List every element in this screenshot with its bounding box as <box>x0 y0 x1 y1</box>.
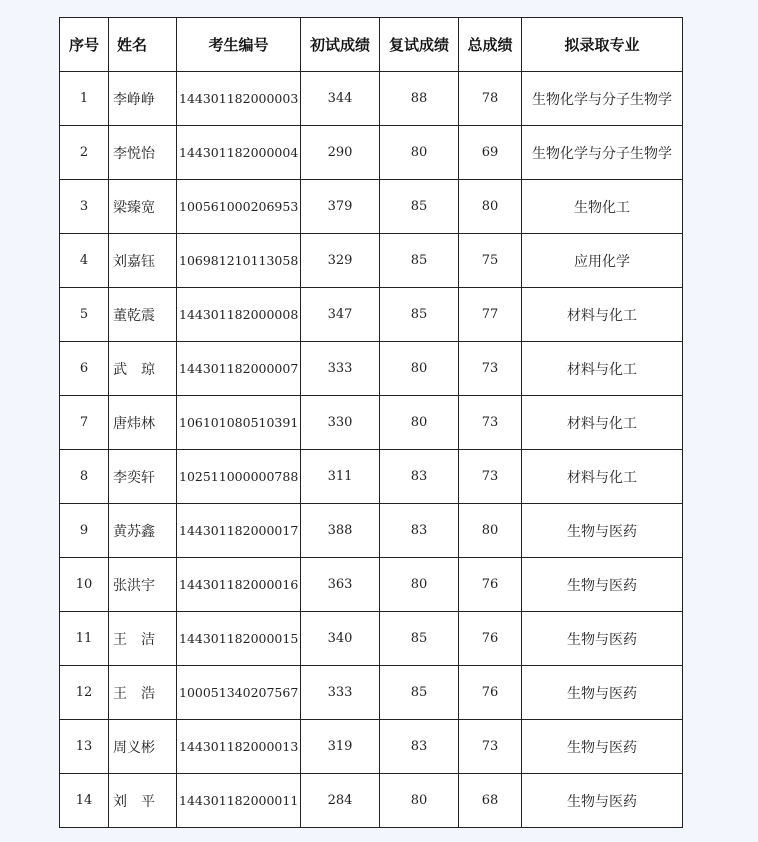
table-row <box>60 342 683 396</box>
cell-seq: 9 <box>60 504 109 558</box>
cell-total-score: 76 <box>459 612 522 666</box>
cell-total-score: 75 <box>459 234 522 288</box>
cell-exam-id: 100561000206953 <box>177 180 301 234</box>
cell-retest-score: 80 <box>380 342 459 396</box>
cell-total-score: 73 <box>459 450 522 504</box>
table-row <box>60 450 683 504</box>
table-row <box>60 396 683 450</box>
cell-seq: 11 <box>60 612 109 666</box>
table-row <box>60 720 683 774</box>
cell-initial-score: 347 <box>301 288 380 342</box>
header-initial-score: 初试成绩 <box>301 18 380 72</box>
cell-retest-score: 85 <box>380 234 459 288</box>
table-row <box>60 612 683 666</box>
cell-seq: 12 <box>60 666 109 720</box>
cell-name: 刘嘉钰 <box>109 234 177 288</box>
cell-name: 黄苏鑫 <box>109 504 177 558</box>
cell-total-score: 76 <box>459 666 522 720</box>
cell-major: 材料与化工 <box>522 288 683 342</box>
cell-seq: 13 <box>60 720 109 774</box>
cell-total-score: 78 <box>459 72 522 126</box>
cell-initial-score: 330 <box>301 396 380 450</box>
cell-retest-score: 85 <box>380 180 459 234</box>
cell-name: 刘 平 <box>109 774 177 828</box>
cell-name: 王 洁 <box>109 612 177 666</box>
cell-seq: 14 <box>60 774 109 828</box>
cell-name: 李悦怡 <box>109 126 177 180</box>
cell-seq: 2 <box>60 126 109 180</box>
cell-major: 材料与化工 <box>522 396 683 450</box>
cell-name: 张洪宇 <box>109 558 177 612</box>
cell-seq: 3 <box>60 180 109 234</box>
cell-major: 生物化工 <box>522 180 683 234</box>
cell-total-score: 73 <box>459 720 522 774</box>
table-row <box>60 666 683 720</box>
cell-exam-id: 144301182000007 <box>177 342 301 396</box>
table-row <box>60 504 683 558</box>
cell-initial-score: 319 <box>301 720 380 774</box>
cell-major: 生物化学与分子生物学 <box>522 126 683 180</box>
cell-initial-score: 379 <box>301 180 380 234</box>
cell-major: 生物与医药 <box>522 774 683 828</box>
cell-name: 唐炜林 <box>109 396 177 450</box>
cell-major: 生物化学与分子生物学 <box>522 72 683 126</box>
cell-exam-id: 106101080510391 <box>177 396 301 450</box>
cell-total-score: 69 <box>459 126 522 180</box>
cell-exam-id: 144301182000011 <box>177 774 301 828</box>
table-row <box>60 774 683 828</box>
cell-exam-id: 102511000000788 <box>177 450 301 504</box>
cell-name: 李奕轩 <box>109 450 177 504</box>
cell-major: 生物与医药 <box>522 504 683 558</box>
table-row <box>60 558 683 612</box>
cell-name: 梁臻宽 <box>109 180 177 234</box>
header-exam-id: 考生编号 <box>177 18 301 72</box>
cell-exam-id: 144301182000008 <box>177 288 301 342</box>
cell-total-score: 73 <box>459 396 522 450</box>
header-name: 姓名 <box>109 18 177 72</box>
cell-seq: 5 <box>60 288 109 342</box>
cell-initial-score: 290 <box>301 126 380 180</box>
cell-initial-score: 284 <box>301 774 380 828</box>
cell-retest-score: 80 <box>380 774 459 828</box>
table-row <box>60 234 683 288</box>
cell-exam-id: 144301182000015 <box>177 612 301 666</box>
cell-retest-score: 83 <box>380 720 459 774</box>
cell-retest-score: 80 <box>380 126 459 180</box>
cell-retest-score: 80 <box>380 396 459 450</box>
cell-major: 生物与医药 <box>522 612 683 666</box>
cell-major: 应用化学 <box>522 234 683 288</box>
cell-major: 生物与医药 <box>522 558 683 612</box>
cell-initial-score: 329 <box>301 234 380 288</box>
table-row <box>60 180 683 234</box>
cell-initial-score: 363 <box>301 558 380 612</box>
cell-total-score: 77 <box>459 288 522 342</box>
cell-initial-score: 388 <box>301 504 380 558</box>
cell-name: 周义彬 <box>109 720 177 774</box>
header-row <box>60 18 683 72</box>
cell-name: 王 浩 <box>109 666 177 720</box>
cell-seq: 1 <box>60 72 109 126</box>
cell-total-score: 73 <box>459 342 522 396</box>
cell-total-score: 80 <box>459 504 522 558</box>
cell-exam-id: 106981210113058 <box>177 234 301 288</box>
cell-exam-id: 100051340207567 <box>177 666 301 720</box>
cell-exam-id: 144301182000013 <box>177 720 301 774</box>
cell-initial-score: 344 <box>301 72 380 126</box>
header-retest-score: 复试成绩 <box>380 18 459 72</box>
cell-seq: 10 <box>60 558 109 612</box>
cell-exam-id: 144301182000016 <box>177 558 301 612</box>
cell-major: 材料与化工 <box>522 342 683 396</box>
header-major: 拟录取专业 <box>522 18 683 72</box>
cell-retest-score: 85 <box>380 666 459 720</box>
cell-name: 董乾震 <box>109 288 177 342</box>
cell-total-score: 80 <box>459 180 522 234</box>
cell-retest-score: 85 <box>380 288 459 342</box>
header-seq: 序号 <box>60 18 109 72</box>
table-row <box>60 288 683 342</box>
cell-initial-score: 311 <box>301 450 380 504</box>
cell-seq: 8 <box>60 450 109 504</box>
cell-seq: 4 <box>60 234 109 288</box>
table-row <box>60 72 683 126</box>
cell-initial-score: 333 <box>301 666 380 720</box>
cell-major: 材料与化工 <box>522 450 683 504</box>
cell-name: 李峥峥 <box>109 72 177 126</box>
cell-major: 生物与医药 <box>522 720 683 774</box>
cell-seq: 6 <box>60 342 109 396</box>
cell-name: 武 琼 <box>109 342 177 396</box>
admission-table <box>59 17 683 828</box>
cell-exam-id: 144301182000003 <box>177 72 301 126</box>
cell-retest-score: 83 <box>380 450 459 504</box>
cell-retest-score: 88 <box>380 72 459 126</box>
table-body <box>60 72 683 828</box>
cell-exam-id: 144301182000017 <box>177 504 301 558</box>
cell-exam-id: 144301182000004 <box>177 126 301 180</box>
cell-total-score: 76 <box>459 558 522 612</box>
header-total-score: 总成绩 <box>459 18 522 72</box>
cell-initial-score: 340 <box>301 612 380 666</box>
cell-retest-score: 80 <box>380 558 459 612</box>
cell-seq: 7 <box>60 396 109 450</box>
cell-retest-score: 85 <box>380 612 459 666</box>
cell-major: 生物与医药 <box>522 666 683 720</box>
cell-retest-score: 83 <box>380 504 459 558</box>
table-row <box>60 126 683 180</box>
cell-total-score: 68 <box>459 774 522 828</box>
cell-initial-score: 333 <box>301 342 380 396</box>
